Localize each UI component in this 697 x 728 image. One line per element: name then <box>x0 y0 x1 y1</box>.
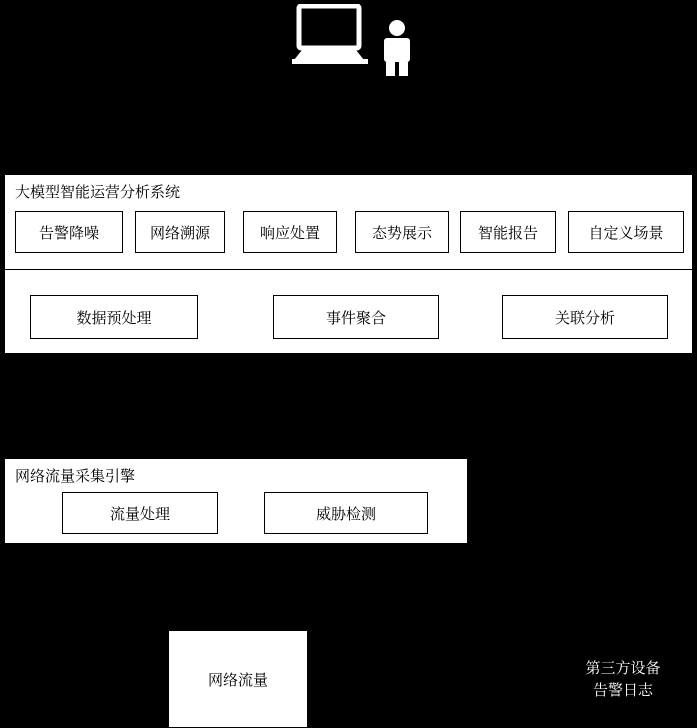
laptop-icon <box>292 4 370 66</box>
source-third-party-alert-logs <box>553 630 693 728</box>
capability-network-tracing[interactable]: 网络溯源 <box>135 211 225 253</box>
capability-alert-denoise[interactable]: 告警降噪 <box>15 211 123 253</box>
process-data-preprocessing[interactable]: 数据预处理 <box>30 295 198 339</box>
process-event-aggregation[interactable]: 事件聚合 <box>273 295 439 339</box>
source-third-party-line2: 告警日志 <box>592 681 653 699</box>
analysis-system-panel <box>4 174 693 354</box>
source-network-traffic[interactable]: 网络流量 <box>168 630 308 728</box>
capability-intelligent-report[interactable]: 智能报告 <box>460 211 556 253</box>
capability-response-handling[interactable]: 响应处置 <box>243 211 337 253</box>
process-correlation-analysis[interactable]: 关联分析 <box>502 295 668 339</box>
source-third-party-line1: 第三方设备 <box>585 659 661 677</box>
person-icon <box>380 20 414 76</box>
actor-group <box>292 4 427 89</box>
module-traffic-processing[interactable]: 流量处理 <box>62 492 218 534</box>
module-threat-detection[interactable]: 威胁检测 <box>264 492 428 534</box>
traffic-collection-engine-panel <box>4 458 468 544</box>
traffic-collection-engine-title: 网络流量采集引擎 <box>15 467 136 485</box>
analysis-system-title: 大模型智能运营分析系统 <box>15 183 181 201</box>
panel-divider <box>5 269 692 270</box>
capability-custom-scenario[interactable]: 自定义场景 <box>568 211 684 253</box>
capability-situation-display[interactable]: 态势展示 <box>355 211 449 253</box>
